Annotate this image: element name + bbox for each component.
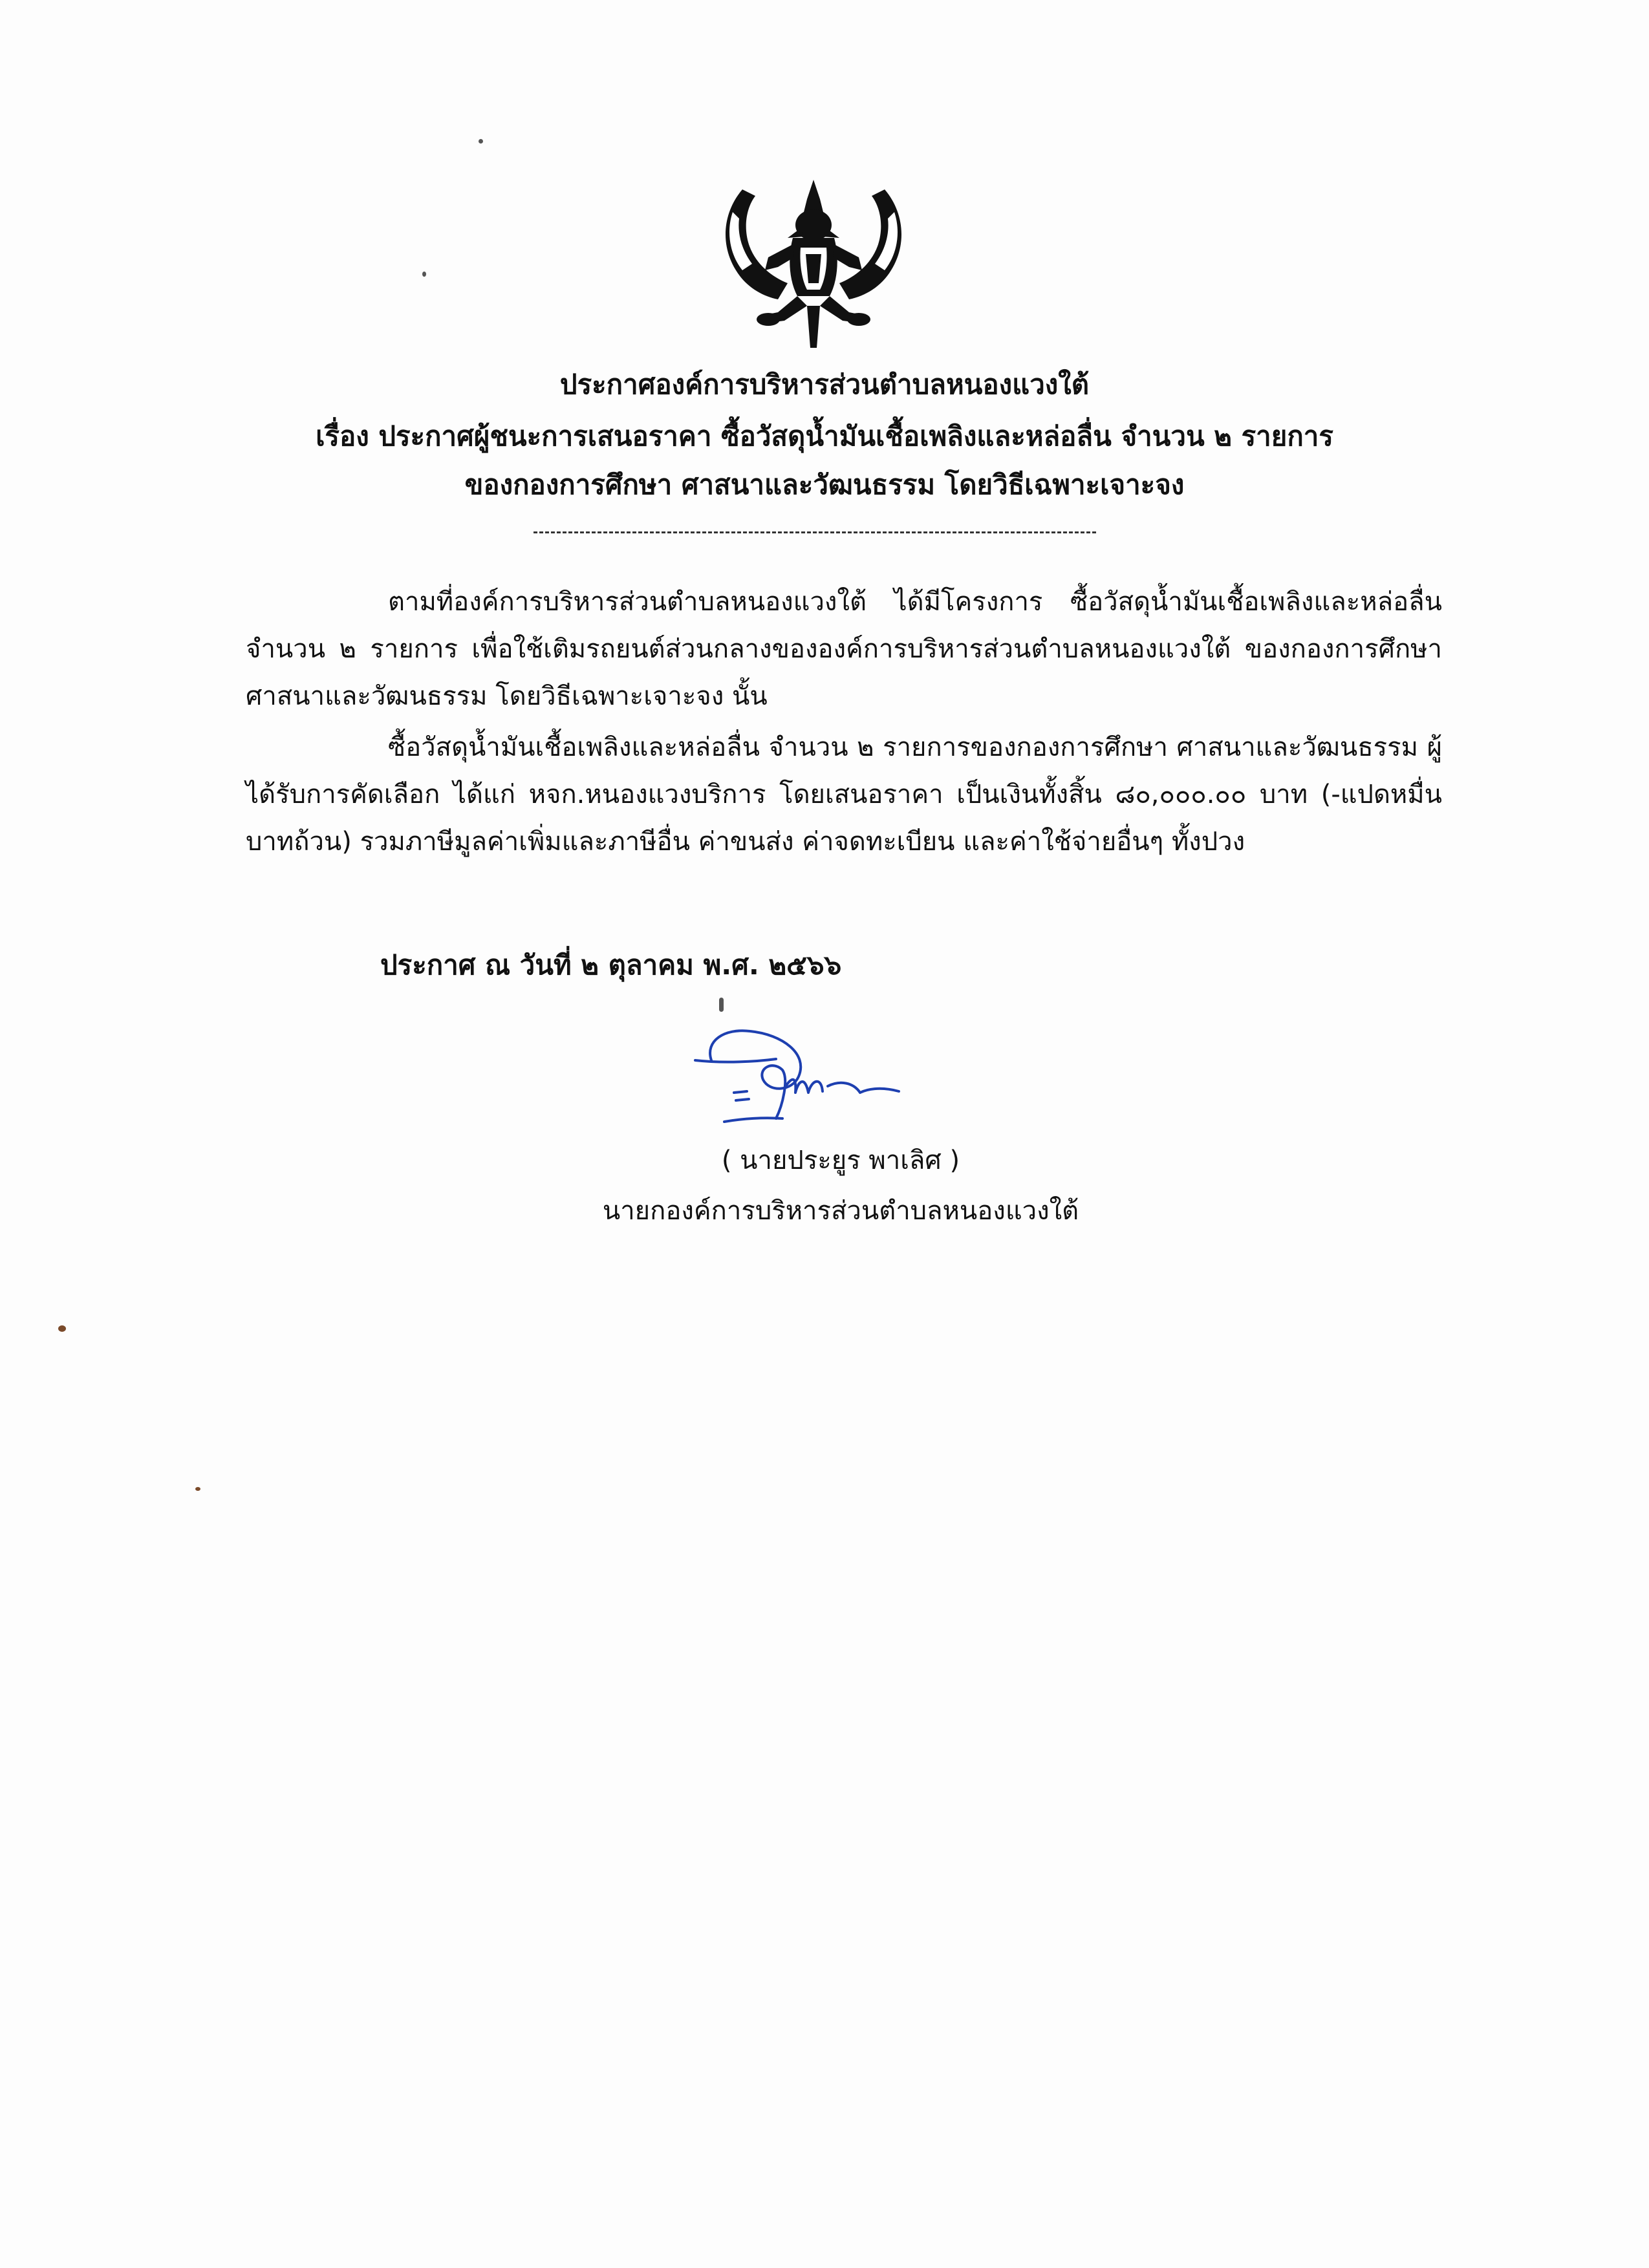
scan-speck [58, 1325, 66, 1332]
header-divider [534, 531, 1096, 533]
signer-name: ( นายประยูร พาเลิศ ) [721, 1146, 960, 1175]
paragraph-text: ซื้อวัสดุน้ำมันเชื้อเพลิงและหล่อลื่น จำนวน ๒ รายการของกองการศึกษา ศาสนาและวัฒนธรรม ผู้ได้รับการคัดเลือก ได้แก่ หจก.หนองแวงบริการ โดยเสนอราคา เป็นเงินทั้งสิ้น ๘๐,๐๐๐.๐๐ บาท (-แปดหมื่นบาทถ้วน) รวมภาษีมูลค่าเพิ่มและภาษีอื่น ค่าขนส่ง ค่าจดทะเบียน และค่าใช้จ่ายอื่นๆ ทั้งปวง [246, 733, 1442, 857]
announcement-subject: เรื่อง ประกาศผู้ชนะการเสนอราคา ซื้อวัสดุน้ำมันเชื้อเพลิงและหล่อลื่น จำนวน ๒ รายการ [316, 420, 1333, 452]
signer-position: นายกองค์การบริหารส่วนตำบลหนองแวงใต้ [602, 1196, 1079, 1226]
paragraph-text: ตามที่องค์การบริหารส่วนตำบลหนองแวงใต้ ได้มีโครงการ ซื้อวัสดุน้ำมันเชื้อเพลิงและหล่อลื่น จำนวน ๒ รายการ เพื่อใช้เติมรถยนต์ส่วนกลางขององค์การบริหารส่วนตำบลหนองแวงใต้ ของกองการศึกษา ศาสนาและวัฒนธรรม โดยวิธีเฉพาะเจาะจง นั้น [246, 587, 1442, 711]
scan-speck [195, 1487, 200, 1491]
scan-speck [422, 272, 426, 277]
scan-speck [479, 139, 483, 144]
body-paragraph-2 [246, 724, 1442, 866]
announcement-department: ของกองการศึกษา ศาสนาและวัฒนธรรม โดยวิธีเฉพาะเจาะจง [464, 469, 1185, 500]
scan-speck [719, 998, 724, 1012]
announcement-title: ประกาศองค์การบริหารส่วนตำบลหนองแวงใต้ [559, 369, 1090, 400]
handwritten-signature [685, 1015, 931, 1138]
body-paragraph-1 [246, 579, 1442, 720]
announcement-date: ประกาศ ณ วันที่ ๒ ตุลาคม พ.ศ. ๒๕๖๖ [380, 949, 842, 981]
garuda-emblem-icon [717, 173, 911, 351]
